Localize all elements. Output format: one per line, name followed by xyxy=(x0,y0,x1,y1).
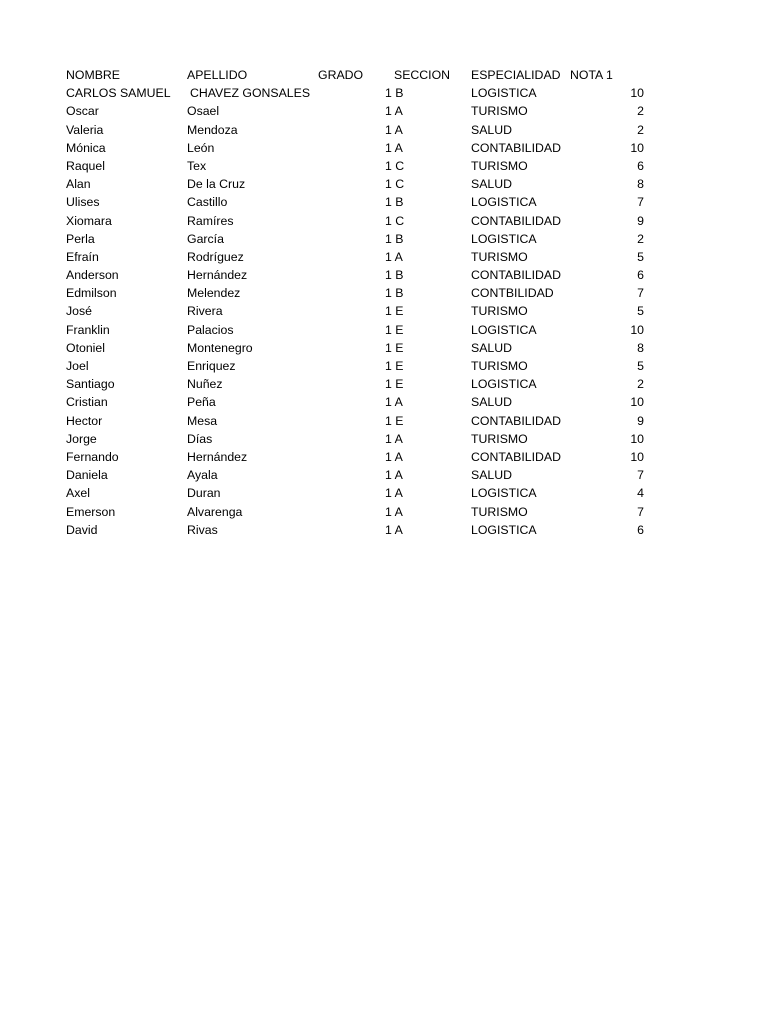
cell-apellido: Nuñez xyxy=(187,377,223,392)
cell-seccion: 1 B xyxy=(385,268,404,283)
cell-seccion: 1 A xyxy=(385,140,403,155)
cell-seccion: 1 A xyxy=(385,486,403,501)
table-row xyxy=(66,266,656,284)
cell-nombre: José xyxy=(66,304,92,319)
cell-seccion: 1 A xyxy=(385,104,403,119)
cell-apellido: Castillo xyxy=(187,195,228,210)
table-row xyxy=(66,393,656,411)
cell-nombre: Mónica xyxy=(66,140,106,155)
cell-seccion: 1 E xyxy=(385,322,404,337)
cell-especialidad: TURISMO xyxy=(471,504,528,519)
cell-seccion: 1 C xyxy=(385,213,405,228)
cell-nombre: Santiago xyxy=(66,377,115,392)
cell-seccion: 1 E xyxy=(385,359,404,373)
table-row xyxy=(66,339,656,357)
cell-nota: 10 xyxy=(630,140,644,155)
cell-especialidad: TURISMO xyxy=(471,359,528,373)
cell-nota: 10 xyxy=(630,322,644,337)
cell-apellido: Montenegro xyxy=(187,340,253,355)
table-row xyxy=(66,466,656,484)
cell-nota: 6 xyxy=(637,522,644,537)
cell-seccion: 1 A xyxy=(385,468,403,483)
cell-nombre: Jorge xyxy=(66,431,97,446)
header-apellido: APELLIDO xyxy=(187,68,248,82)
cell-apellido: Ayala xyxy=(187,468,218,483)
cell-nota: 10 xyxy=(630,449,644,464)
cell-nombre: Efraín xyxy=(66,249,99,264)
table-header-row xyxy=(66,66,656,84)
cell-especialidad: LOGISTICA xyxy=(471,86,537,101)
cell-nota: 10 xyxy=(630,431,644,446)
cell-nota: 5 xyxy=(637,304,644,319)
cell-especialidad: SALUD xyxy=(471,340,513,355)
cell-nota: 6 xyxy=(637,158,644,173)
table-row xyxy=(66,102,656,120)
cell-especialidad: SALUD xyxy=(471,122,513,137)
cell-nota: 10 xyxy=(630,395,644,410)
cell-nota: 7 xyxy=(637,195,644,210)
cell-nombre: Hector xyxy=(66,413,103,428)
cell-seccion: 1 E xyxy=(385,340,404,355)
cell-apellido: Alvarenga xyxy=(187,504,243,519)
cell-nombre: Valeria xyxy=(66,122,104,137)
cell-seccion: 1 A xyxy=(385,122,403,137)
cell-seccion: 1 B xyxy=(385,86,404,101)
cell-seccion: 1 E xyxy=(385,377,404,392)
cell-apellido: Días xyxy=(187,431,213,446)
table-row xyxy=(66,284,656,302)
cell-nombre: Perla xyxy=(66,231,95,246)
table-row xyxy=(66,484,656,502)
cell-seccion: 1 B xyxy=(385,231,404,246)
cell-apellido: Enriquez xyxy=(187,359,236,373)
table-row xyxy=(66,248,656,266)
cell-nota: 9 xyxy=(637,213,644,228)
cell-apellido: Ramíres xyxy=(187,213,234,228)
table-row xyxy=(66,521,656,539)
cell-seccion: 1 A xyxy=(385,249,403,264)
table-row xyxy=(66,430,656,448)
cell-nota: 8 xyxy=(637,177,644,192)
cell-seccion: 1 E xyxy=(385,413,404,428)
cell-apellido: Melendez xyxy=(187,286,241,301)
cell-nombre: Daniela xyxy=(66,468,108,483)
cell-apellido: García xyxy=(187,231,224,246)
cell-especialidad: LOGISTICA xyxy=(471,377,537,392)
cell-seccion: 1 B xyxy=(385,286,404,301)
table-row xyxy=(66,175,656,193)
cell-especialidad: LOGISTICA xyxy=(471,231,537,246)
cell-seccion: 1 C xyxy=(385,177,405,192)
header-especialidad: ESPECIALIDAD xyxy=(471,68,561,82)
cell-nombre: Anderson xyxy=(66,268,119,283)
cell-nota: 7 xyxy=(637,504,644,519)
student-grades-table xyxy=(66,66,656,539)
cell-nota: 4 xyxy=(637,486,644,501)
cell-seccion: 1 A xyxy=(385,449,403,464)
cell-apellido: Rivas xyxy=(187,522,218,537)
cell-especialidad: CONTABILIDAD xyxy=(471,213,561,228)
cell-nota: 5 xyxy=(637,359,644,373)
cell-especialidad: TURISMO xyxy=(471,431,528,446)
cell-nombre: Edmilson xyxy=(66,286,117,301)
cell-especialidad: TURISMO xyxy=(471,104,528,119)
cell-especialidad: CONTABILIDAD xyxy=(471,268,561,283)
cell-nota: 10 xyxy=(630,86,644,101)
cell-nota: 7 xyxy=(637,286,644,301)
cell-nombre: Joel xyxy=(66,359,89,373)
cell-nota: 2 xyxy=(637,231,644,246)
cell-nombre: Otoniel xyxy=(66,340,105,355)
cell-nombre: Axel xyxy=(66,486,90,501)
cell-apellido: Rivera xyxy=(187,304,223,319)
cell-seccion: 1 C xyxy=(385,158,405,173)
cell-apellido: Rodríguez xyxy=(187,249,244,264)
header-nombre: NOMBRE xyxy=(66,68,120,82)
table-row xyxy=(66,357,656,375)
cell-seccion: 1 E xyxy=(385,304,404,319)
cell-apellido: León xyxy=(187,140,215,155)
cell-apellido: CHAVEZ GONSALES xyxy=(190,86,311,101)
cell-nota: 6 xyxy=(637,268,644,283)
cell-nota: 2 xyxy=(637,104,644,119)
cell-apellido: Mesa xyxy=(187,413,218,428)
table-row xyxy=(66,375,656,393)
cell-nota: 7 xyxy=(637,468,644,483)
table-row xyxy=(66,321,656,339)
cell-especialidad: TURISMO xyxy=(471,304,528,319)
cell-apellido: Peña xyxy=(187,395,216,410)
cell-especialidad: LOGISTICA xyxy=(471,322,537,337)
cell-apellido: De la Cruz xyxy=(187,177,246,192)
cell-nombre: Franklin xyxy=(66,322,110,337)
cell-apellido: Osael xyxy=(187,104,220,119)
cell-seccion: 1 A xyxy=(385,395,403,410)
cell-especialidad: SALUD xyxy=(471,395,513,410)
cell-nombre: Fernando xyxy=(66,449,119,464)
cell-nota: 2 xyxy=(637,377,644,392)
table-row xyxy=(66,212,656,230)
cell-nombre: Ulises xyxy=(66,195,100,210)
cell-apellido: Hernández xyxy=(187,449,248,464)
cell-nota: 2 xyxy=(637,122,644,137)
cell-seccion: 1 A xyxy=(385,431,403,446)
cell-especialidad: CONTABILIDAD xyxy=(471,140,561,155)
table-row xyxy=(66,503,656,521)
cell-especialidad: SALUD xyxy=(471,177,513,192)
cell-nota: 9 xyxy=(637,413,644,428)
cell-nota: 8 xyxy=(637,340,644,355)
cell-especialidad: CONTABILIDAD xyxy=(471,449,561,464)
table-row xyxy=(66,412,656,430)
table-row xyxy=(66,302,656,320)
cell-especialidad: LOGISTICA xyxy=(471,522,537,537)
cell-nombre: Alan xyxy=(66,177,91,192)
cell-seccion: 1 B xyxy=(385,195,404,210)
cell-nombre: Oscar xyxy=(66,104,99,119)
header-seccion: SECCION xyxy=(394,68,451,82)
cell-seccion: 1 A xyxy=(385,504,403,519)
cell-nombre: David xyxy=(66,522,98,537)
cell-apellido: Hernández xyxy=(187,268,248,283)
cell-especialidad: LOGISTICA xyxy=(471,486,537,501)
cell-nombre: Xiomara xyxy=(66,213,112,228)
cell-nombre: Raquel xyxy=(66,158,105,173)
cell-especialidad: TURISMO xyxy=(471,158,528,173)
cell-apellido: Duran xyxy=(187,486,221,501)
cell-seccion: 1 A xyxy=(385,522,403,537)
table-row xyxy=(66,448,656,466)
table-row xyxy=(66,230,656,248)
cell-nota: 5 xyxy=(637,249,644,264)
cell-especialidad: SALUD xyxy=(471,468,513,483)
cell-nombre: Emerson xyxy=(66,504,116,519)
table-row xyxy=(66,121,656,139)
header-grado: GRADO xyxy=(318,68,364,82)
cell-apellido: Tex xyxy=(187,158,207,173)
table-row xyxy=(66,157,656,175)
table-row xyxy=(66,193,656,211)
cell-especialidad: CONTABILIDAD xyxy=(471,413,561,428)
cell-apellido: Mendoza xyxy=(187,122,238,137)
cell-nombre: Cristian xyxy=(66,395,108,410)
cell-especialidad: CONTBILIDAD xyxy=(471,286,554,301)
cell-especialidad: TURISMO xyxy=(471,249,528,264)
table-row xyxy=(66,139,656,157)
cell-especialidad: LOGISTICA xyxy=(471,195,537,210)
cell-nombre: CARLOS SAMUEL xyxy=(66,86,171,101)
table-body xyxy=(66,84,656,539)
cell-apellido: Palacios xyxy=(187,322,234,337)
header-nota: NOTA 1 xyxy=(570,68,613,82)
table-row xyxy=(66,84,656,102)
